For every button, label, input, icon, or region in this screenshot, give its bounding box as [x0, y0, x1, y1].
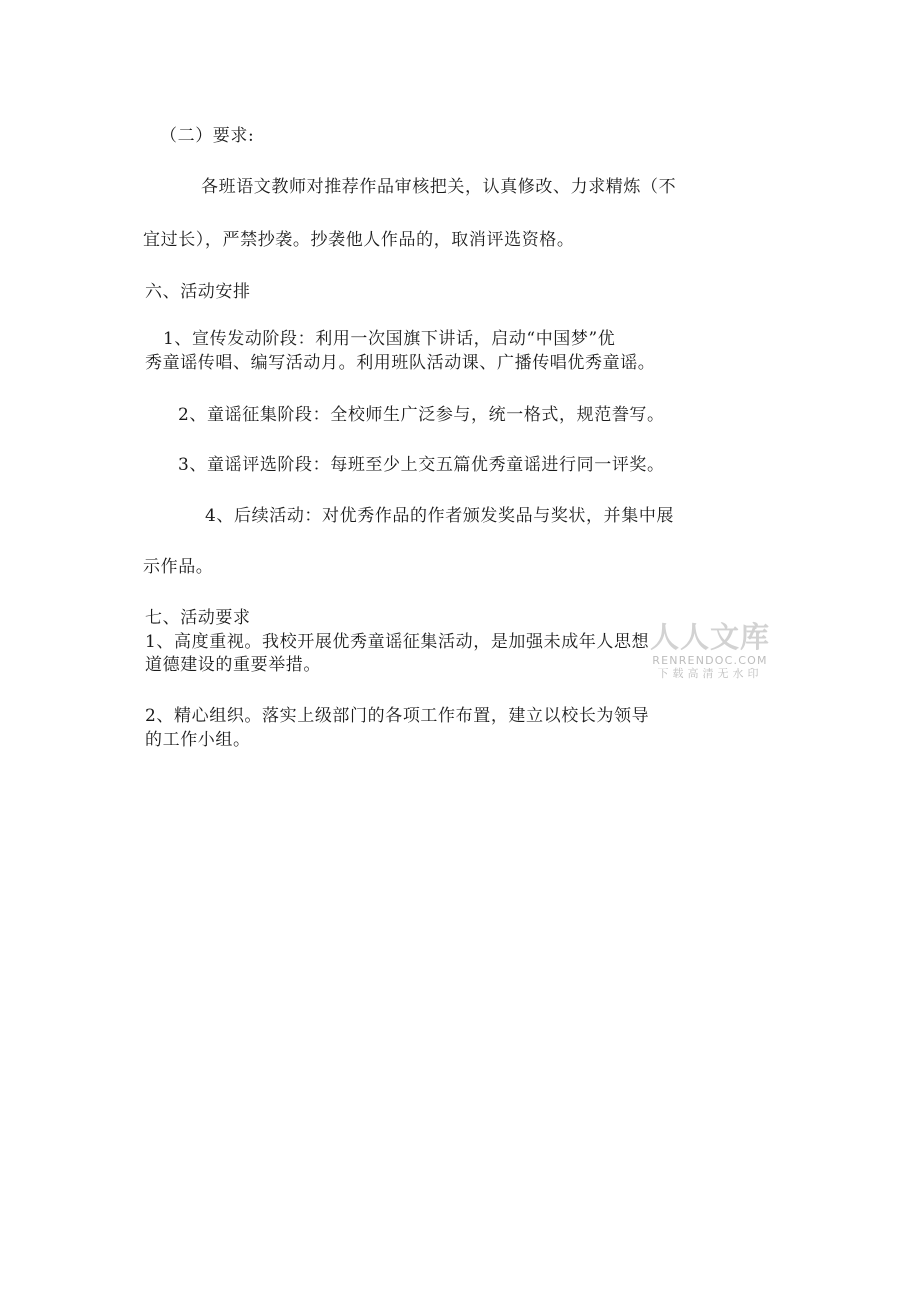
watermark-logo — [648, 620, 772, 681]
paragraph-line: 宜过长），严禁抄袭。抄袭他人作品的，取消评选资格。 — [143, 230, 575, 250]
paragraph-line: 示作品。 — [143, 557, 214, 577]
watermark-title: 人人文库 — [649, 620, 770, 654]
paragraph-line: 的工作小组。 — [145, 730, 251, 750]
watermark-slogan: 下载高清无水印 — [657, 667, 763, 680]
section-heading-arrangement: 六、活动安排 — [145, 282, 251, 302]
paragraph-line: 秀童谣传唱、编写活动月。利用班队活动课、广播传唱优秀童谣。 — [145, 353, 656, 373]
section-heading-requirements-activity: 七、活动要求 — [145, 608, 251, 628]
watermark-domain: RENRENDOC.COM — [652, 654, 768, 667]
list-item: 1、宣传发动阶段：利用一次国旗下讲话，启动“中国梦”优 — [163, 329, 616, 349]
list-item: 3、童谣评选阶段：每班至少上交五篇优秀童谣进行同一评奖。 — [178, 455, 665, 475]
list-item: 2、童谣征集阶段：全校师生广泛参与，统一格式，规范誊写。 — [178, 405, 665, 425]
paragraph-line: 各班语文教师对推荐作品审核把关，认真修改、力求精炼（不 — [201, 177, 677, 197]
list-item: 2、精心组织。落实上级部门的各项工作布置，建立以校长为领导 — [145, 706, 650, 726]
list-item: 4、后续活动：对优秀作品的作者颁发奖品与奖状，并集中展 — [205, 506, 675, 526]
paragraph-line: 道德建设的重要举措。 — [145, 655, 321, 675]
section-heading-requirements: （二）要求: — [160, 126, 255, 146]
list-item: 1、高度重视。我校开展优秀童谣征集活动，是加强未成年人思想 — [145, 632, 650, 652]
